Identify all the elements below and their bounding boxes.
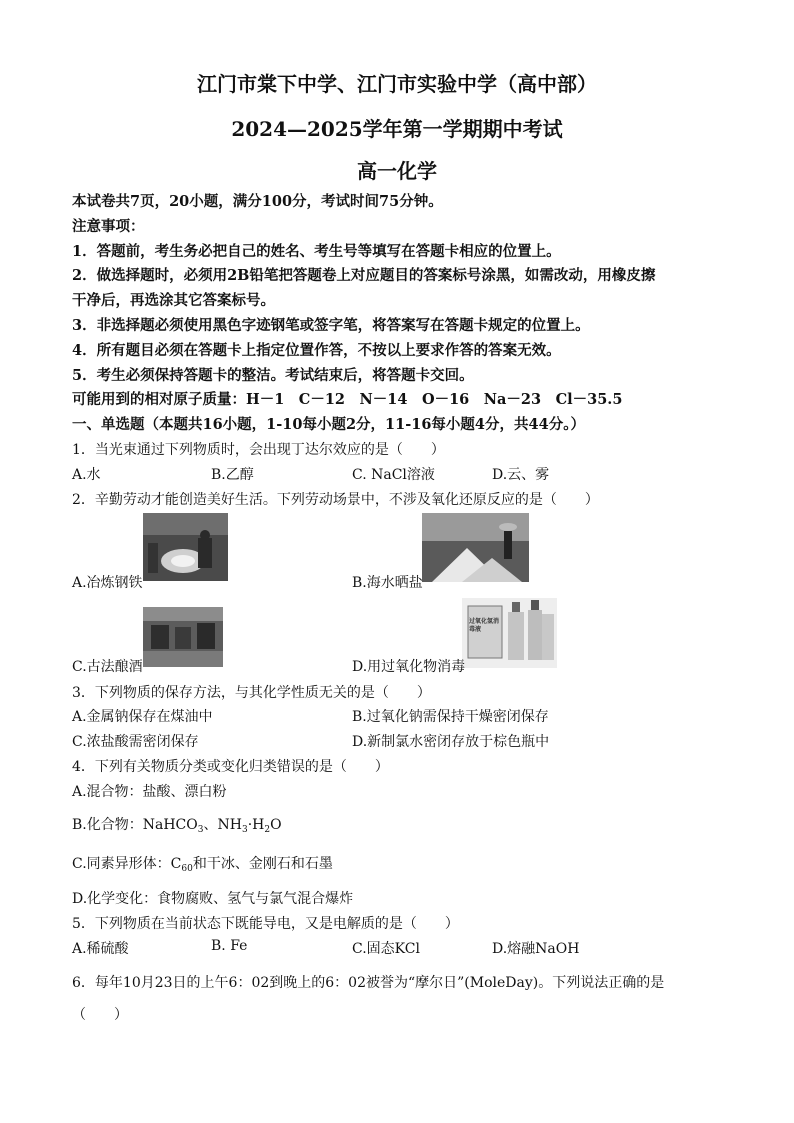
option-a: A.金属钠保存在煤油中 bbox=[72, 709, 213, 725]
exam-title: 2024—2025学年第一学期期中考试 bbox=[231, 117, 563, 141]
atomic-mass-line: 可能用到的相对原子质量：H－1 C－12 N－14 O－16 Na－23 Cl－35.5 bbox=[72, 391, 623, 408]
option-b: B.乙醇 bbox=[211, 467, 254, 483]
notice-item: 5．考生必须保持答题卡的整洁。考试结束后，将答题卡交回。 bbox=[72, 367, 474, 384]
section-heading: 一、单选题（本题共16小题，1-10每小题2分，11-16每小题4分，共44分。） bbox=[72, 416, 585, 433]
notice-item: 干净后，再选涂其它答案标号。 bbox=[72, 292, 275, 309]
school-title: 江门市棠下中学、江门市实验中学（高中部） bbox=[197, 72, 597, 96]
option-a: A.稀硫酸 bbox=[72, 941, 129, 957]
formula-nh3-h2o: $NH_3\cdot H_2O$ bbox=[217, 817, 282, 835]
peroxide-disinfectant-photo bbox=[462, 598, 557, 668]
notice-item: 1．答题前，考生务必把自己的姓名、考生号等填写在答题卡相应的位置上。 bbox=[72, 243, 561, 260]
option-b: B.化合物：NaHCO$_3$、$NH_3\cdot H_2O$ bbox=[72, 817, 282, 835]
question-stem: 5．下列物质在当前状态下既能导电，又是电解质的是（ ） bbox=[72, 916, 459, 932]
option-c: C.浓盐酸需密闭保存 bbox=[72, 734, 199, 750]
exam-intro: 本试卷共7页，20小题，满分100分，考试时间75分钟。 bbox=[72, 193, 443, 210]
option-d: D.新制氯水密闭存放于棕色瓶中 bbox=[352, 734, 550, 750]
formula-nahco3: NaHCO$_3$ bbox=[142, 817, 204, 835]
disinfectant-label: 过氧化氢消毒液 bbox=[469, 618, 500, 633]
question-stem: 1．当光束通过下列物质时，会出现丁达尔效应的是（ ） bbox=[72, 442, 445, 458]
option-d: D.云、雾 bbox=[492, 467, 550, 483]
notice-item: 4．所有题目必须在答题卡上指定位置作答，不按以上要求作答的答案无效。 bbox=[72, 342, 561, 359]
subject-title: 高一化学 bbox=[357, 159, 437, 183]
question-stem-continued: （ ） bbox=[72, 1007, 128, 1023]
option-a: A.冶炼钢铁 bbox=[72, 575, 143, 591]
option-a: A.水 bbox=[72, 467, 101, 483]
option-c: C.古法酿酒 bbox=[72, 659, 143, 675]
option-b: B. Fe bbox=[211, 938, 248, 954]
question-stem: 3．下列物质的保存方法，与其化学性质无关的是（ ） bbox=[72, 685, 431, 701]
steel-smelting-photo bbox=[143, 513, 228, 581]
option-b: B.过氧化钠需保持干燥密闭保存 bbox=[352, 709, 549, 725]
wine-brewing-photo bbox=[143, 607, 223, 667]
option-a: A.混合物：盐酸、漂白粉 bbox=[72, 784, 227, 800]
notice-item: 2．做选择题时，必须用2B铅笔把答题卷上对应题目的答案标号涂黑，如需改动，用橡皮擦 bbox=[72, 267, 656, 284]
notice-item: 3．非选择题必须使用黑色字迹钢笔或签字笔，将答案写在答题卡规定的位置上。 bbox=[72, 317, 590, 334]
option-b-prefix: B.化合物： bbox=[72, 817, 143, 833]
notice-heading: 注意事项： bbox=[72, 218, 145, 235]
question-stem: 6．每年10月23日的上午6：02到晚上的6：02被誉为“摩尔日”(MoleDay)。下列说法正确的是 bbox=[72, 975, 665, 991]
option-c: C.同素异形体：$C_{60}$和干冰、金刚石和石墨 bbox=[72, 856, 333, 874]
option-c: C. NaCl溶液 bbox=[352, 467, 435, 483]
option-c: C.固态KCl bbox=[352, 941, 420, 957]
option-b: B.海水晒盐 bbox=[352, 575, 423, 591]
option-d: D.用过氧化物消毒 bbox=[352, 659, 466, 675]
question-stem: 4．下列有关物质分类或变化归类错误的是（ ） bbox=[72, 759, 389, 775]
sea-salt-photo bbox=[422, 513, 529, 582]
question-stem: 2．辛勤劳动才能创造美好生活。下列劳动场景中，不涉及氧化还原反应的是（ ） bbox=[72, 492, 599, 508]
option-d: D.化学变化：食物腐败、氢气与氯气混合爆炸 bbox=[72, 891, 354, 907]
option-d: D.熔融NaOH bbox=[492, 941, 580, 957]
